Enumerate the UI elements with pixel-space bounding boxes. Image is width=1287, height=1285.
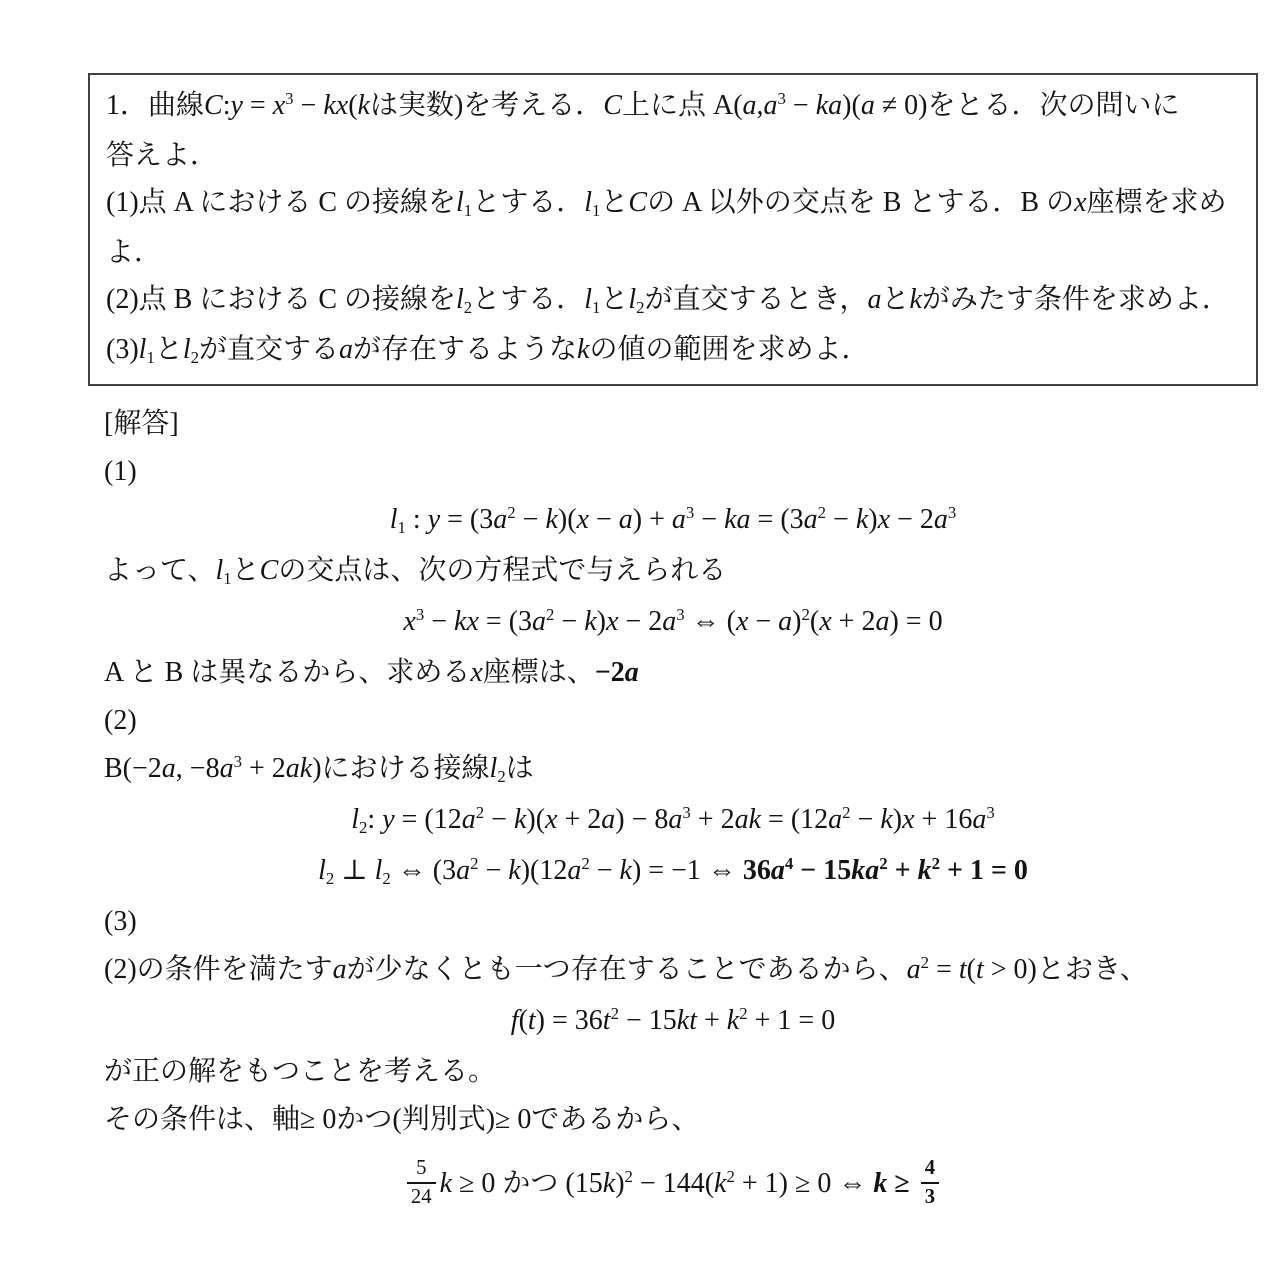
text-run: −: [424, 606, 455, 637]
text-run: 1: [463, 200, 473, 220]
text-run: ) = −1 ⇔: [631, 855, 743, 886]
text-run: a: [875, 606, 890, 637]
text-run: l: [389, 504, 398, 535]
text-run: (: [809, 606, 820, 637]
text-run: と: [231, 555, 260, 586]
text-run: )(: [526, 804, 546, 835]
text-run: 1: [223, 568, 232, 588]
text-run: + 16: [914, 804, 973, 835]
part-3-label: [88, 898, 1258, 946]
text-run: ,: [756, 90, 764, 121]
text-run: 2: [610, 1003, 619, 1023]
text-run: :: [405, 504, 428, 535]
text-run: 2: [842, 802, 851, 822]
text-run: 2: [636, 297, 645, 317]
text-run: a: [161, 753, 176, 784]
text-run: , −8: [175, 753, 220, 784]
text-run: 2: [581, 853, 590, 873]
question-3: [106, 326, 1242, 376]
text-run: k: [714, 1167, 727, 1199]
text-run: a: [972, 804, 987, 835]
text-run: l: [584, 284, 592, 315]
text-run: k: [917, 855, 932, 886]
text-run: t: [527, 1005, 536, 1036]
text-run: :: [222, 90, 231, 121]
text-run: k: [357, 90, 370, 121]
text-run: t: [958, 954, 967, 985]
text-run: ka: [724, 504, 751, 535]
text-positive-root: [88, 1048, 1258, 1096]
text-run: a: [618, 504, 633, 535]
text-run: が少なくとも一つ存在することであるから、: [346, 954, 907, 985]
text-run: k: [577, 334, 590, 365]
text-run: − 2: [618, 606, 663, 637]
text-run: 3: [233, 751, 242, 771]
text-run: −: [589, 855, 620, 886]
text-run: ): [615, 1167, 625, 1199]
text-run: x: [470, 657, 483, 688]
text-run: a: [339, 334, 354, 365]
text-run: 2: [546, 604, 555, 624]
text-run: t: [602, 1005, 611, 1036]
text-run: )(12: [520, 855, 568, 886]
text-run: a: [332, 954, 347, 985]
text-run: k: [602, 1167, 616, 1199]
text-run: ≥ 0 かつ (15: [452, 1167, 603, 1199]
text-run: + 2: [241, 753, 286, 784]
text-run: a: [763, 90, 778, 121]
text-run: とする．: [472, 187, 585, 218]
text-run: ≠ 0)をとる．次の問いに: [874, 90, 1180, 121]
text-run: は実数)を考える．: [369, 90, 604, 121]
text-run: a: [567, 855, 582, 886]
text-run: + 1) ≥ 0 ⇔: [734, 1167, 874, 1199]
text-run: a: [219, 753, 234, 784]
text-run: + 2: [557, 804, 602, 835]
text-run: a: [668, 804, 683, 835]
text-run: 2: [624, 1166, 633, 1186]
text-run: 座標は、: [482, 657, 595, 688]
text-run: 1: [146, 347, 155, 367]
text-run: 4: [784, 853, 794, 873]
text-run: (2)点 B における C の接線を: [106, 284, 457, 315]
text-run: 2: [801, 604, 810, 624]
text-run: y: [382, 804, 395, 835]
text-run: = (3: [440, 504, 494, 535]
text-run: 2: [817, 502, 827, 522]
text-run: 2: [507, 502, 516, 522]
text-run: k: [439, 1167, 453, 1199]
text-run: 2: [726, 1166, 735, 1186]
text-run: + 1 = 0: [747, 1005, 836, 1036]
text-run: が正の解をもつことを考える。: [104, 1056, 497, 1087]
text-run: a: [778, 606, 793, 637]
text-run: )における接線: [312, 753, 490, 784]
text-run: 3: [415, 604, 425, 624]
text-run: a: [532, 606, 547, 637]
text-run: 2: [382, 868, 391, 888]
text-run: 2: [739, 1003, 748, 1023]
text-run: y: [427, 504, 441, 535]
text-run: [解答]: [104, 408, 179, 439]
text-run: の A 以外の交点を B とする．B の: [647, 187, 1075, 218]
text-run: =: [929, 954, 959, 985]
text-run: 3: [685, 502, 695, 522]
text-run: −: [785, 90, 816, 121]
text-run: ) = 0: [889, 606, 943, 637]
text-run: a: [933, 504, 948, 535]
text-run: 3: [676, 604, 685, 624]
text-run: その条件は、軸≥ 0かつ(判別式)≥ 0であるから、: [104, 1104, 700, 1135]
text-run: l: [215, 555, 224, 586]
text-run: a: [828, 804, 843, 835]
text-run: C: [628, 187, 648, 218]
text-run: − 15: [618, 1005, 677, 1036]
text-run: 2: [470, 853, 479, 873]
text-substitution: [88, 946, 1258, 997]
fraction-denominator: 3: [924, 1185, 936, 1208]
text-intersection-intro: [88, 547, 1258, 598]
text-run: (: [348, 90, 358, 121]
text-run: ) = 36: [535, 1005, 603, 1036]
text-run: ak: [734, 804, 762, 835]
problem-statement-box: [88, 73, 1258, 386]
text-run: ⇔ (: [684, 606, 736, 637]
text-run: k: [545, 504, 558, 535]
text-run: よ．: [106, 237, 163, 268]
text-run: ): [596, 606, 606, 637]
text-run: −: [748, 606, 779, 637]
text-run: − 2: [890, 504, 934, 535]
text-run: 2: [325, 868, 335, 888]
text-run: − 144(: [632, 1167, 715, 1199]
text-run: 座標を求め: [1086, 187, 1227, 218]
text-run: a: [742, 90, 757, 121]
text-run: ⇔ (3: [390, 855, 457, 886]
text-run: l: [489, 753, 498, 784]
text-run: (2): [104, 705, 137, 736]
question-1: [106, 179, 1242, 229]
text-run: a: [493, 504, 508, 535]
text-run: x: [735, 606, 749, 637]
text-run: )(: [557, 504, 577, 535]
fraction-denominator: 24: [410, 1185, 432, 1208]
text-run: +: [696, 1005, 727, 1036]
eq-perpendicular-condition: [88, 847, 1258, 898]
text-run: 2: [931, 853, 940, 873]
text-run: l: [456, 187, 464, 218]
text-run: k: [508, 855, 521, 886]
text-run: (3): [104, 906, 137, 937]
text-run: − 15: [793, 855, 852, 886]
text-run: −: [850, 804, 881, 835]
text-run: l: [351, 804, 360, 835]
text-run: とする．: [472, 284, 585, 315]
text-run: a: [624, 657, 639, 688]
text-run: ) − 8: [615, 804, 669, 835]
text-run: が直交する: [199, 334, 340, 365]
text-run: k: [873, 1167, 888, 1199]
text-run: )(: [842, 90, 861, 121]
part-1-label: [88, 448, 1258, 496]
text-run: l: [182, 334, 191, 365]
text-run: = (3: [478, 606, 533, 637]
text-run: x: [403, 606, 416, 637]
text-run: よって、: [104, 555, 216, 586]
text-run: 3: [777, 88, 786, 108]
text-run: ka: [815, 90, 843, 121]
text-run: が直交するとき，: [644, 284, 868, 315]
text-run: −: [588, 504, 619, 535]
text-run: + 1 = 0: [940, 855, 1028, 886]
text-run: 2: [920, 952, 930, 972]
text-run: k: [619, 855, 632, 886]
text-run: k: [855, 504, 869, 535]
text-run: ≥: [887, 1167, 917, 1199]
text-run: 上に点 A(: [621, 90, 743, 121]
problem-intro-cont: [106, 132, 1242, 179]
text-run: (1)点 A における C の接線を: [106, 187, 457, 218]
text-condition: [88, 1096, 1258, 1144]
text-run: 1: [591, 200, 601, 220]
text-run: a: [671, 504, 686, 535]
text-run: −: [478, 855, 509, 886]
text-run: l: [318, 855, 326, 886]
text-run: 1．曲線: [106, 90, 205, 121]
text-run: −: [694, 504, 725, 535]
text-run: C: [204, 90, 223, 121]
fraction-numerator: 5: [407, 1155, 436, 1184]
text-run: C: [603, 90, 622, 121]
text-run: と: [881, 284, 910, 315]
text-run: −: [554, 606, 585, 637]
text-run: +: [887, 855, 918, 886]
problem-intro: [106, 82, 1242, 132]
text-run: 1: [397, 517, 406, 537]
text-run: −: [293, 90, 324, 121]
text-run: (: [966, 954, 976, 985]
text-run: k: [726, 1005, 740, 1036]
eq-tangent-l1: [88, 496, 1258, 547]
text-run: ka: [851, 855, 880, 886]
text-run: l: [138, 334, 147, 365]
text-run: f: [510, 1005, 519, 1036]
text-run: 3: [947, 502, 957, 522]
text-run: kx: [323, 90, 349, 121]
text-run: kt: [676, 1005, 697, 1036]
text-run: x: [272, 90, 286, 121]
text-run: + 2: [831, 606, 876, 637]
text-run: 36: [742, 855, 771, 886]
text-run: 2: [190, 347, 200, 367]
text-run: a: [906, 954, 921, 985]
text-run: は: [505, 753, 534, 784]
text-run: C: [259, 555, 279, 586]
eq-final-answer: [88, 1144, 1258, 1221]
text-run: (3): [106, 334, 139, 365]
fraction: [921, 1155, 939, 1210]
text-run: −: [484, 804, 514, 835]
text-run: −: [515, 504, 546, 535]
text-run: a: [662, 606, 677, 637]
text-run: ): [792, 606, 802, 637]
text-run: 2: [879, 853, 888, 873]
text-run: A と B は異なるから、求める: [104, 657, 471, 688]
text-run: a: [770, 855, 785, 886]
solution-section: [88, 400, 1258, 1221]
text-run: 答えよ．: [106, 140, 219, 171]
text-run: y: [230, 90, 243, 121]
text-run: −2: [594, 657, 625, 688]
text-run: l: [456, 284, 464, 315]
text-run: x: [819, 606, 832, 637]
question-1-cont: [106, 229, 1242, 276]
text-run: = (3: [750, 504, 804, 535]
text-run: 2: [463, 297, 473, 317]
text-run: B(−2: [104, 753, 162, 784]
text-run: a: [461, 804, 476, 835]
text-run: l: [374, 855, 383, 886]
text-answer-part1: [88, 649, 1258, 697]
text-run: (: [518, 1005, 528, 1036]
text-run: 2: [497, 766, 506, 786]
text-run: a: [860, 90, 875, 121]
text-run: の交点は、次の方程式で与えられる: [278, 555, 727, 586]
text-run: a: [803, 504, 818, 535]
text-run: t: [975, 954, 984, 985]
text-run: (2)の条件を満たす: [104, 954, 333, 985]
fraction: [407, 1155, 436, 1210]
text-run: −: [826, 504, 856, 535]
text-run: ) +: [632, 504, 672, 535]
solution-heading: [88, 400, 1258, 448]
text-run: kx: [454, 606, 479, 637]
text-run: 2: [359, 817, 368, 837]
text-run: x: [605, 606, 619, 637]
text-run: がみたす条件を求めよ．: [921, 284, 1230, 315]
part-2-label: [88, 697, 1258, 745]
text-run: + 2: [690, 804, 735, 835]
text-run: > 0)とおき、: [983, 954, 1148, 985]
text-run: (1): [104, 456, 137, 487]
text-run: a: [867, 284, 882, 315]
text-run: x: [877, 504, 891, 535]
text-run: と: [600, 284, 629, 315]
text-run: ak: [285, 753, 313, 784]
text-run: ): [892, 804, 903, 835]
text-run: :: [367, 804, 383, 835]
text-run: = (12: [394, 804, 462, 835]
text-run: x: [576, 504, 589, 535]
text-run: と: [154, 334, 183, 365]
text-run: ): [868, 504, 878, 535]
text-run: l: [628, 284, 637, 315]
eq-intersection: [88, 598, 1258, 649]
eq-tangent-l2: [88, 796, 1258, 847]
text-run: 3: [986, 802, 995, 822]
text-run: 3: [682, 802, 691, 822]
text-run: k: [909, 284, 922, 315]
text-run: x: [902, 804, 915, 835]
text-run: =: [242, 90, 273, 121]
text-run: と: [600, 187, 629, 218]
text-run: = (12: [761, 804, 829, 835]
text-run: 2: [475, 802, 485, 822]
text-run: ⊥: [334, 855, 375, 886]
text-run: k: [880, 804, 893, 835]
text-run: k: [513, 804, 527, 835]
text-run: a: [456, 855, 471, 886]
text-run: l: [584, 187, 592, 218]
text-run: a: [601, 804, 616, 835]
text-run: の値の範囲を求めよ．: [589, 334, 870, 365]
text-run: x: [545, 804, 558, 835]
text-run: x: [1074, 187, 1087, 218]
text-point-b: [88, 745, 1258, 796]
text-run: 3: [285, 88, 294, 108]
question-2: [106, 276, 1242, 326]
text-run: 1: [591, 297, 601, 317]
text-run: k: [584, 606, 597, 637]
eq-ft: [88, 997, 1258, 1048]
text-run: が存在するような: [353, 334, 578, 365]
fraction-numerator: 4: [921, 1155, 939, 1184]
